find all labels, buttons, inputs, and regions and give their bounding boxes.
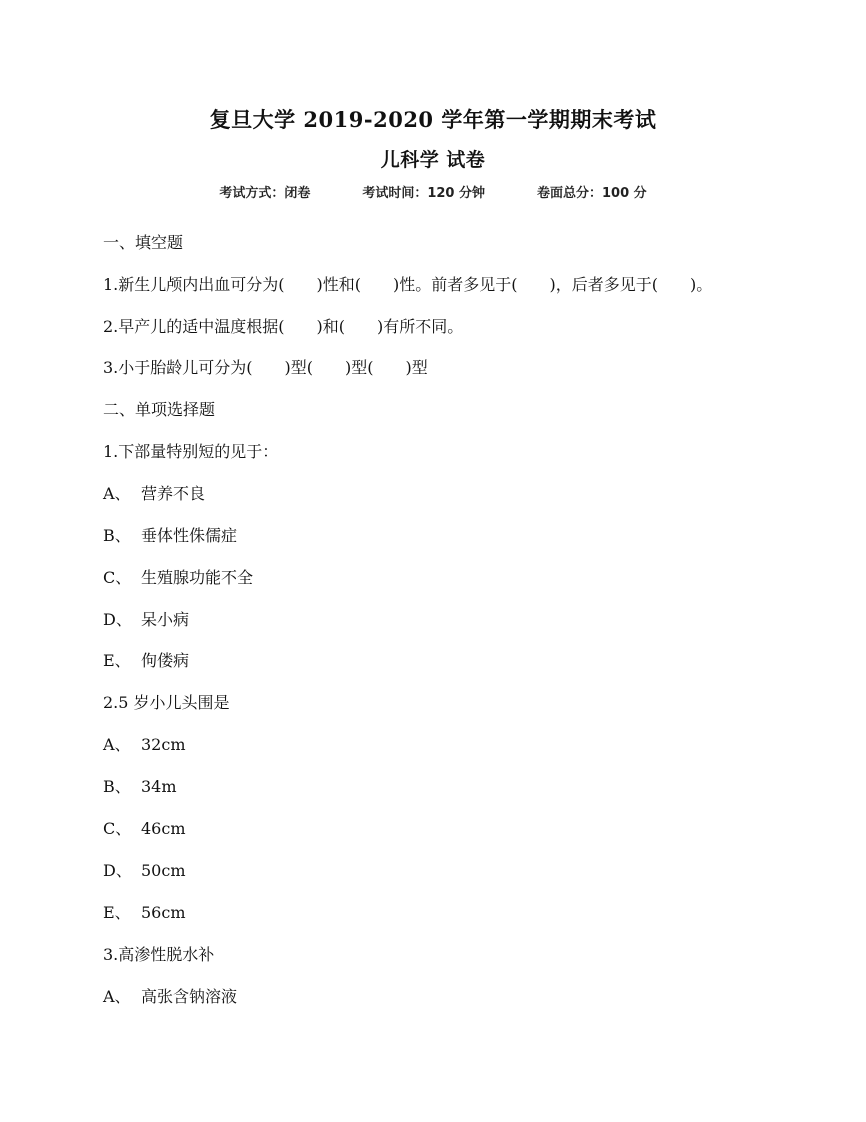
option-text: 垂体性侏儒症 xyxy=(141,526,238,545)
choice-option xyxy=(103,651,189,671)
option-letter: E、 xyxy=(103,903,131,922)
option-text: 46cm xyxy=(141,819,186,838)
option-text: 34m xyxy=(141,777,177,796)
option-letter: D、 xyxy=(103,861,132,880)
choice-option xyxy=(103,610,189,630)
option-letter: A、 xyxy=(103,735,131,754)
option-text: 56cm xyxy=(141,903,186,922)
option-letter: B、 xyxy=(103,777,131,796)
section-heading-fill-blank: 一、填空题 xyxy=(103,233,184,252)
option-text: 高张含钠溶液 xyxy=(141,987,238,1006)
option-text: 营养不良 xyxy=(141,484,206,503)
choice-option xyxy=(103,777,177,797)
option-text: 50cm xyxy=(141,861,186,880)
exam-meta xyxy=(0,182,866,201)
option-letter: B、 xyxy=(103,526,131,545)
choice-option xyxy=(103,735,186,755)
option-letter: D、 xyxy=(103,610,132,629)
option-letter: A、 xyxy=(103,484,131,503)
choice-question-2-stem: 2.5 岁小儿头围是 xyxy=(103,693,230,712)
fill-blank-question-2: 2.早产儿的适中温度根据( )和( )有所不同。 xyxy=(103,317,464,336)
section-heading-single-choice: 二、单项选择题 xyxy=(103,400,216,419)
choice-option xyxy=(103,861,186,881)
choice-option xyxy=(103,987,237,1007)
choice-option xyxy=(103,484,205,504)
choice-option xyxy=(103,526,237,546)
option-letter: C、 xyxy=(103,568,132,587)
option-letter: C、 xyxy=(103,819,132,838)
total-score: 卷面总分：100 分 xyxy=(537,186,647,201)
choice-option xyxy=(103,903,186,923)
choice-option xyxy=(103,819,186,839)
option-text: 生殖腺功能不全 xyxy=(141,568,254,587)
exam-mode: 考试方式：闭卷 xyxy=(219,186,311,201)
option-text: 呆小病 xyxy=(141,610,190,629)
option-text: 32cm xyxy=(141,735,186,754)
exam-title: 复旦大学 2019-2020 学年第一学期期末考试 xyxy=(209,107,657,132)
exam-time: 考试时间：120 分钟 xyxy=(362,186,485,201)
fill-blank-question-1: 1.新生儿颅内出血可分为( )性和( )性。前者多见于( )，后者多见于( )。 xyxy=(103,275,713,294)
choice-question-3-stem: 3.高渗性脱水补 xyxy=(103,945,215,964)
choice-option xyxy=(103,568,253,588)
option-letter: E、 xyxy=(103,651,131,670)
choice-question-1-stem: 1.下部量特别短的见于： xyxy=(103,442,279,461)
fill-blank-question-3: 3.小于胎龄儿可分为( )型( )型( )型 xyxy=(103,358,428,377)
exam-subtitle: 儿科学 试卷 xyxy=(380,149,486,171)
option-text: 佝偻病 xyxy=(141,651,190,670)
option-letter: A、 xyxy=(103,987,131,1006)
